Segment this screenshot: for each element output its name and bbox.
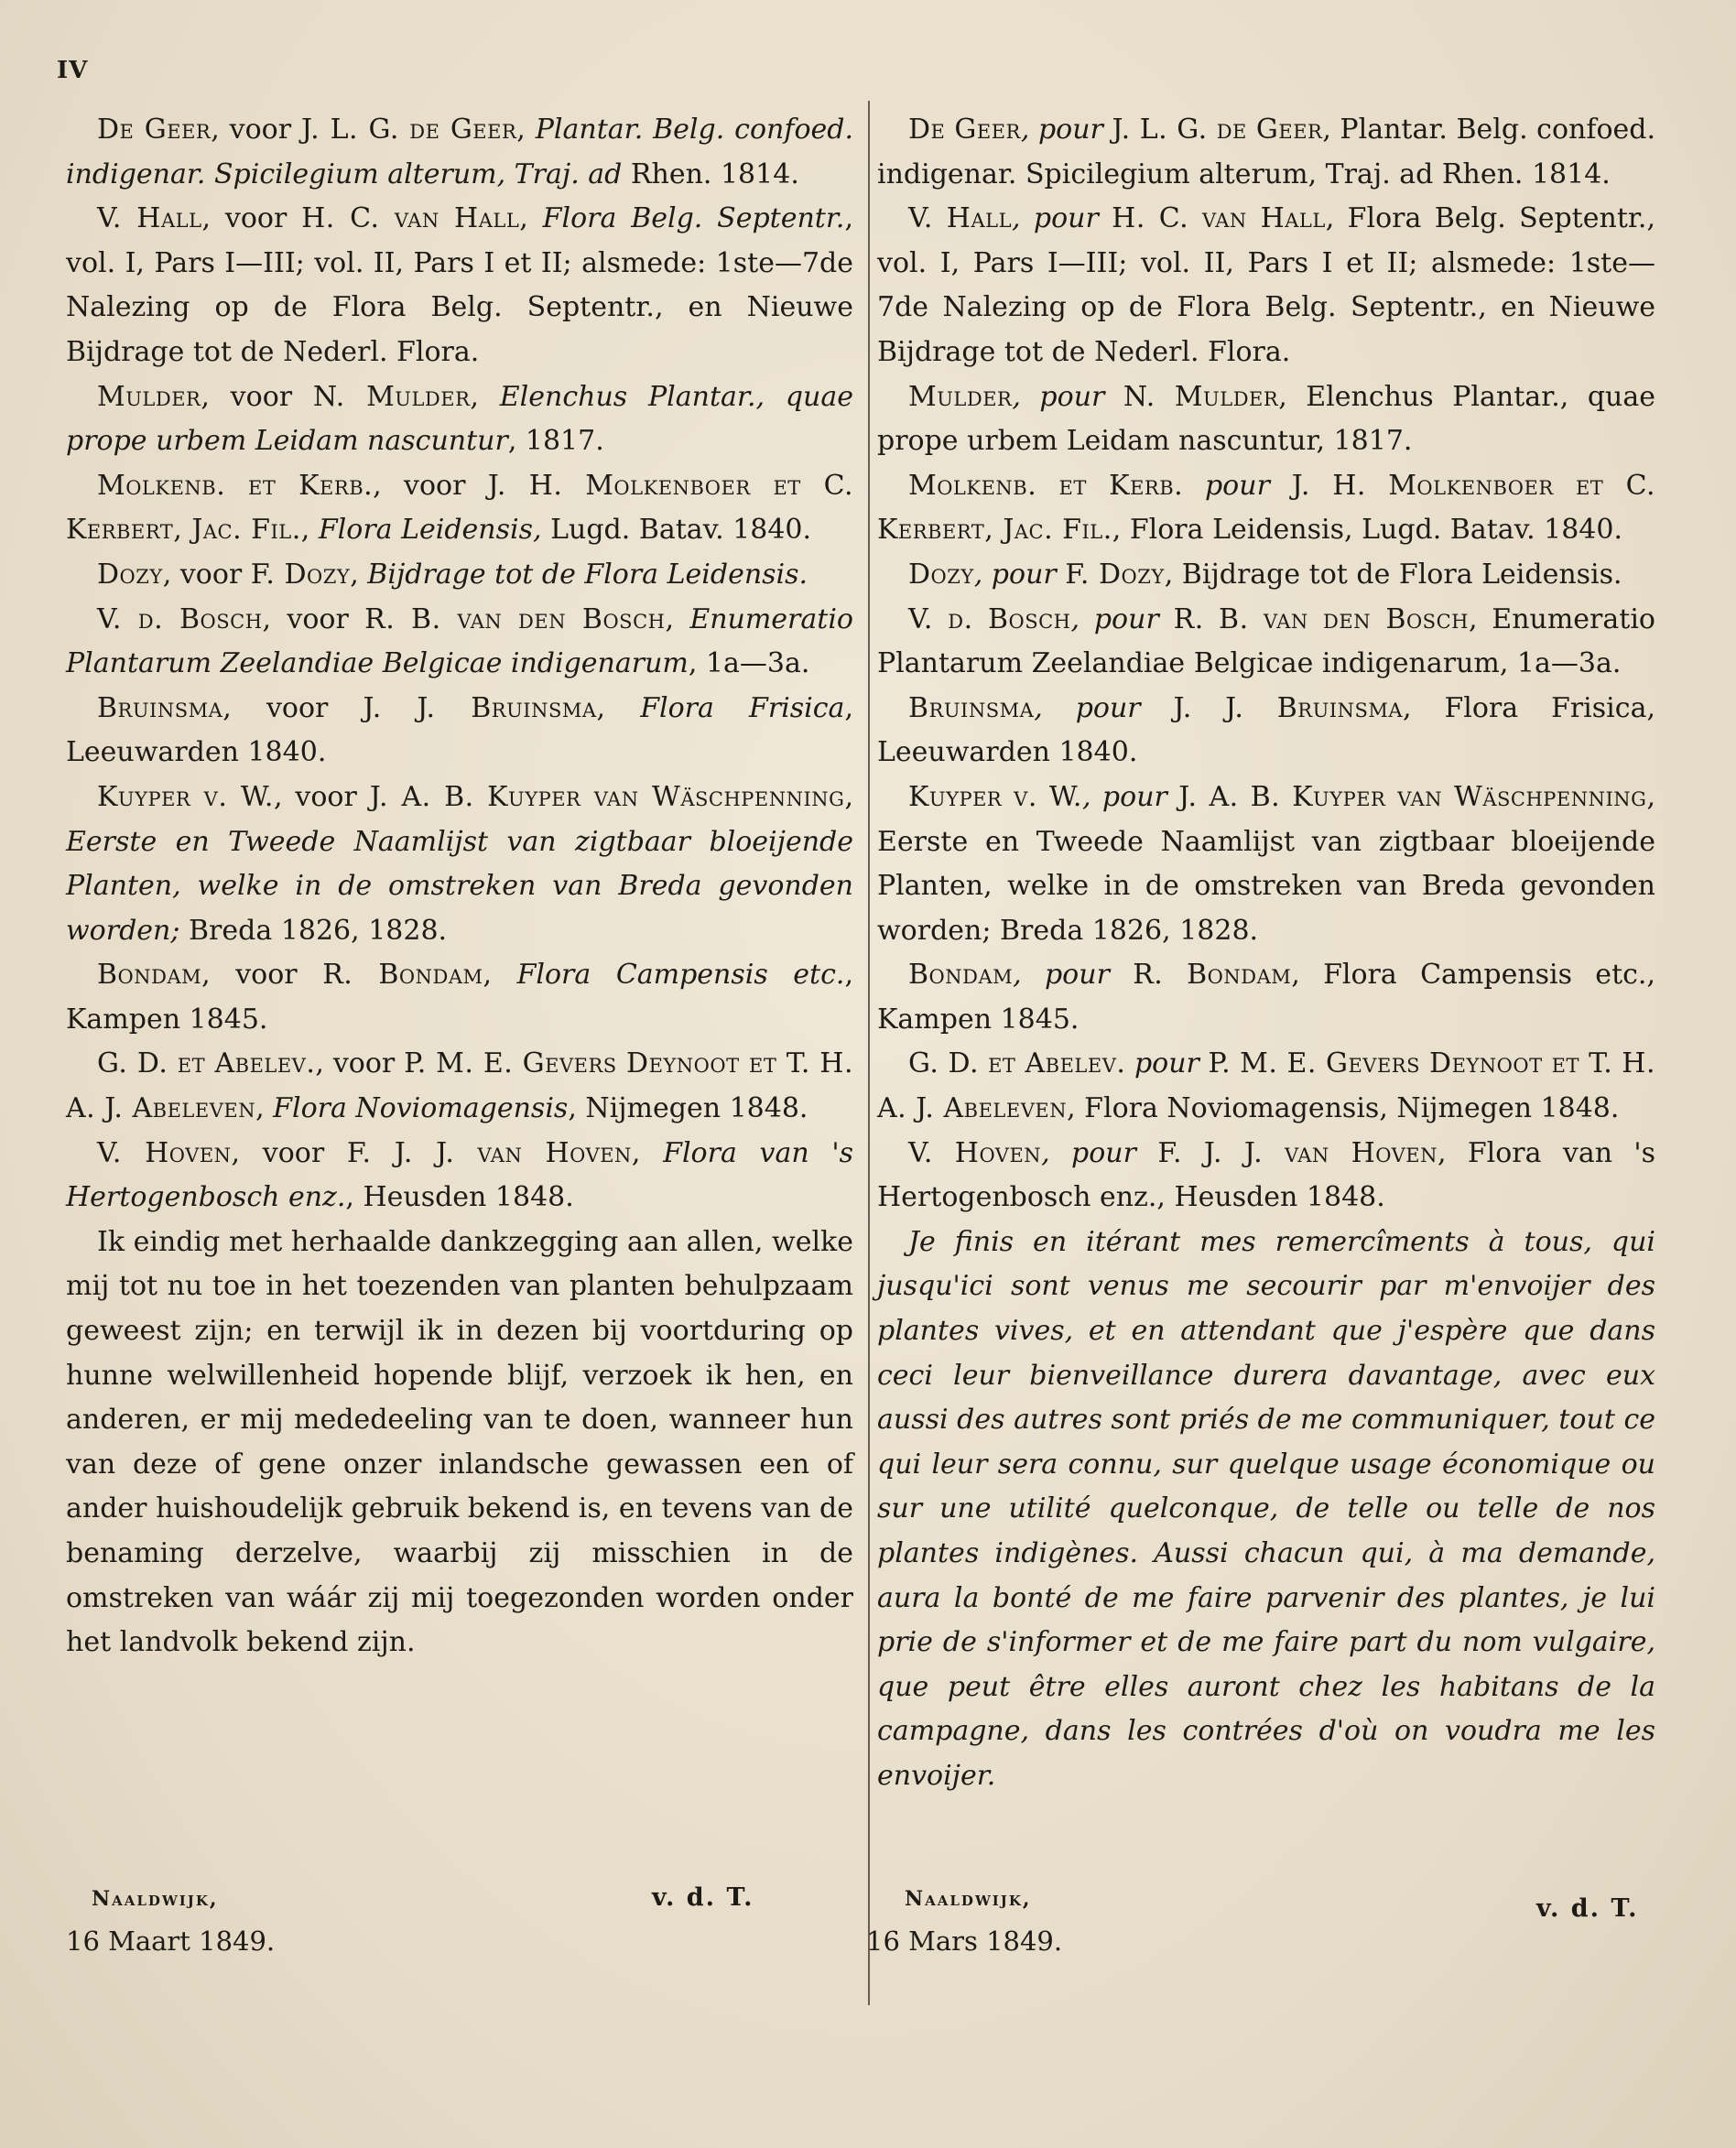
entry-abbreviation: Molkenb. et Kerb. [908,469,1184,502]
entry-separator: , [596,691,641,724]
entry-title-imprint: , Flora van 's Hertogenbosch enz., Heusden 1848. [877,1136,1656,1214]
entry-imprint: , 1817. [507,425,604,458]
dutch-flora-entry [66,375,853,464]
entry-abbreviation: V. Hall [97,202,202,235]
dutch-flora-list [66,108,853,1220]
entry-imprint: Lugd. Batav. 1840. [541,514,812,547]
french-flora-entry [877,953,1655,1042]
entry-abbreviation: Dozy [97,558,163,591]
entry-separator: , [350,558,368,591]
entry-title: Flora Leidensis, [318,514,542,547]
dutch-flora-entry [66,776,853,953]
dutch-flora-entry [66,553,853,598]
french-flora-entry [877,108,1655,197]
entry-imprint: , Heusden 1848. [345,1181,574,1214]
entry-title: Flora Belg. Septentr. [542,202,845,235]
entry-abbreviation: Bondam [908,959,1014,992]
french-signature-place: Naaldwijk, [905,1887,1032,1911]
entry-abbreviation: G. D. et Abelev. [97,1047,316,1080]
entry-abbreviation: Mulder [908,380,1013,413]
entry-title-imprint: , Flora Belg. Septentr., vol. I, Pars I—III; vol. II, Pars I et II; alsmede: 1ste—7de Nalezing op de Flora Belg. Septentr., en Nieuwe Bijdrage tot de Nederl. Flora. [877,202,1655,368]
entry-abbreviation: Bruinsma [908,691,1035,724]
column-divider [868,101,870,2005]
dutch-flora-entry [66,464,853,553]
entry-author: F. Dozy [1065,558,1165,591]
entry-title-imprint: , Flora Noviomagensis, Nijmegen 1848. [1067,1092,1620,1125]
dutch-signature-initials: v. d. T. [652,1883,754,1912]
entry-abbreviation: De Geer [97,114,212,146]
dutch-column [66,108,853,1665]
entry-author: F. Dozy [250,558,351,591]
entry-abbreviation: Kuyper v. W. [97,780,274,813]
entry-separator: , voor [373,469,488,502]
entry-author: P. M. E. Gevers Deynoot et T. H. A. J. Abeleven [877,1047,1655,1125]
french-flora-entry [877,776,1655,953]
entry-abbreviation: Kuyper v. W. [908,780,1082,813]
entry-title: Flora Campensis etc. [516,959,845,992]
dutch-flora-entry [66,1042,853,1131]
entry-abbreviation: De Geer [908,114,1021,146]
entry-author: R. B. van den Bosch [364,602,666,635]
french-flora-entry [877,375,1655,464]
entry-separator: , voor [231,1136,347,1169]
entry-imprint: , Nijmegen 1848. [568,1092,808,1125]
dutch-flora-entry [66,953,853,1042]
entry-separator: , voor [315,1047,405,1080]
entry-separator: pour [1183,469,1292,502]
entry-author: P. M. E. Gevers Deynoot et T. H. A. J. Abeleven [66,1047,853,1125]
entry-separator: , [519,202,543,235]
entry-title: Plantar. Belg. confoed. indigenar. Spicilegium alterum, Traj. ad [66,114,853,190]
french-flora-list [877,108,1655,1220]
french-flora-entry [877,197,1655,374]
entry-title-imprint: , Flora Leidensis, Lugd. Batav. 1840. [1112,514,1623,547]
entry-title-imprint: , Flora Frisica, Leeuwarden 1840. [877,691,1655,769]
dutch-flora-entry [66,108,853,197]
entry-abbreviation: Bondam [97,959,202,992]
entry-imprint: , Kampen 1845. [66,959,853,1036]
french-flora-entry [877,687,1655,776]
entry-title-imprint: , Eerste en Tweede Naamlijst van zigtbaar bloeijende Planten, welke in de omstreken van Breda gevonden worden; Breda 1826, 1828. [877,780,1655,947]
entry-separator: pour [1125,1047,1209,1080]
entry-separator: , pour [973,558,1066,591]
entry-abbreviation: V. Hall [908,202,1013,235]
entry-title: Flora Frisica [640,691,845,724]
entry-author: N. Mulder [312,380,471,413]
french-flora-entry [877,464,1655,553]
entry-abbreviation: Bruinsma [97,691,223,724]
entry-title-imprint: , Bijdrage tot de Flora Leidensis. [1164,558,1622,591]
entry-separator: , voor [201,959,323,992]
entry-title-imprint: , Enumeratio Plantarum Zeelandiae Belgicae indigenarum, 1a—3a. [877,602,1655,680]
entry-title: Eerste en Tweede Naamlijst van zigtbaar bloeijende Planten, welke in de omstreken van Breda gevonden worden; [66,825,853,947]
entry-separator: , [844,780,853,813]
entry-title-imprint: , Flora Campensis etc., Kampen 1845. [877,959,1655,1036]
entry-separator: , [470,380,500,413]
entry-abbreviation: Molkenb. et Kerb. [97,469,374,502]
entry-author: J. J. Bruinsma [363,691,597,724]
french-flora-entry [877,598,1655,687]
entry-author: J. H. Molkenboer et C. Kerbert, Jac. Fil. [66,469,853,547]
entry-author: J. L. G. de Geer [1112,114,1323,146]
dutch-flora-entry [66,687,853,776]
dutch-signature [66,1877,787,1962]
page-number: IV [57,57,89,84]
entry-imprint: , vol. I, Pars I—III; vol. II, Pars I et II; alsmede: 1ste—7de Nalezing op de Flora Belg. Septentr., en Nieuwe Bijdrage tot de Nederl. Flora. [66,202,853,368]
entry-separator: , [300,514,319,547]
entry-separator: , pour [1081,780,1179,813]
french-column [877,108,1655,1799]
dutch-flora-entry [66,197,853,374]
entry-author: H. C. van Hall [301,202,520,235]
entry-separator: , [483,959,517,992]
entry-abbreviation: V. d. Bosch [97,602,263,635]
entry-author: H. C. van Hall [1112,202,1326,235]
entry-separator: , voor [162,558,251,591]
entry-separator: , voor [273,780,370,813]
entry-separator: , pour [1041,1136,1158,1169]
entry-separator: , voor [201,380,313,413]
entry-title: Flora van 's Hertogenbosch enz. [66,1136,854,1214]
entry-separator: , voor [211,114,301,146]
entry-separator: , pour [1020,114,1112,146]
french-signature-initials: v. d. T. [1536,1894,1639,1923]
french-flora-entry [877,1132,1655,1220]
entry-author: J. J. Bruinsma [1173,691,1404,724]
entry-separator: , [516,114,536,146]
entry-title: Flora Noviomagensis [273,1092,569,1125]
entry-author: J. A. B. Kuyper van Wäschpenning [369,780,845,813]
entry-imprint: Breda 1826, 1828. [179,914,448,947]
entry-separator: , voor [222,691,363,724]
dutch-signature-place: Naaldwijk, [92,1887,219,1911]
entry-abbreviation: V. Hoven [908,1136,1042,1169]
entry-abbreviation: G. D. et Abelev. [908,1047,1126,1080]
entry-separator: , voor [262,602,365,635]
french-signature [866,1877,1655,1962]
dutch-closing [66,1220,853,1665]
entry-author: R. Bondam [322,959,483,992]
entry-author: R. Bondam [1133,959,1292,992]
entry-separator: , voor [201,202,302,235]
entry-separator: , pour [1013,959,1134,992]
entry-title: Enumeratio Plantarum Zeelandiae Belgicae indigenarum [66,602,853,680]
dutch-signature-date: 16 Maart 1849. [66,1926,276,1957]
entry-title-imprint: , Plantar. Belg. confoed. indigenar. Spicilegium alterum, Traj. ad Rhen. 1814. [877,114,1655,190]
entry-author: R. B. van den Bosch [1173,602,1469,635]
entry-separator: , pour [1012,202,1112,235]
entry-author: N. Mulder [1123,380,1279,413]
entry-abbreviation: V. d. Bosch [908,602,1071,635]
entry-author: J. L. G. de Geer [300,114,517,146]
entry-separator: , pour [1070,602,1174,635]
entry-abbreviation: Mulder [97,380,201,413]
entry-separator: , pour [1034,691,1174,724]
entry-title-imprint: , Elenchus Plantar., quae prope urbem Leidam nascuntur, 1817. [877,380,1655,458]
entry-separator: , [255,1092,274,1125]
entry-separator: , [631,1136,664,1169]
entry-imprint: Rhen. 1814. [622,157,799,190]
dutch-flora-entry [66,1132,853,1220]
entry-abbreviation: Dozy [908,558,974,591]
entry-author: J. A. B. Kuyper van Wäschpenning [1178,780,1647,813]
entry-abbreviation: V. Hoven [97,1136,232,1169]
entry-separator: , [665,602,690,635]
entry-author: F. J. J. van Hoven [346,1136,632,1169]
french-signature-date: 16 Mars 1849. [866,1926,1063,1957]
entry-author: F. J. J. van Hoven [1157,1136,1438,1169]
entry-author: J. H. Molkenboer et C. Kerbert, Jac. Fil. [877,469,1656,547]
french-flora-entry [877,553,1655,598]
entry-imprint: , 1a—3a. [688,647,810,680]
dutch-closing-paragraph: Ik eindig met herhaalde dankzegging aan allen, welke mij tot nu toe in het toezenden van planten behulpzaam geweest zijn; en terwijl ik in dezen bij voortduring op hunne welwillenheid hopende blijf, verzoek ik hen, en anderen, er mij mededeeling van te doen, wanneer hun van deze of gene onzer inlandsche gewassen een of ander huishoudelijk gebruik bekend is, en tevens van de benaming derzelve, waarbij zij misschien in de omstreken van wáár zij mij toegezonden worden onder het landvolk bekend zijn. [66,1225,853,1659]
french-flora-entry [877,1042,1655,1131]
entry-imprint: , Leeuwarden 1840. [66,691,853,769]
french-closing-paragraph: Je finis en itérant mes remercîments à tous, qui jusqu'ici sont venus me secourir par m'envoijer des plantes vives, et en attendant que j'espère que dans ceci leur bienveillance durera davantage, avec eux aussi des autres sont priés de me communiquer, tout ce qui leur sera connu, sur quelque usage économique ou sur une utilité quelconque, de telle ou telle de nos plantes indigènes. Aussi chacun qui, à ma demande, aura la bonté de me faire parvenir des plantes, je lui prie de s'informer et de me faire part du nom vulgaire, que peut être elles auront chez les habitans de la campagne, dans les contrées d'où on voudra me les envoijer. [877,1225,1655,1792]
dutch-flora-entry [66,598,853,687]
entry-title: Bijdrage tot de Flora Leidensis. [367,558,808,591]
entry-separator: , pour [1012,380,1123,413]
french-closing [877,1220,1655,1799]
entry-title: Elenchus Plantar., quae prope urbem Leidam nascuntur [66,380,853,458]
